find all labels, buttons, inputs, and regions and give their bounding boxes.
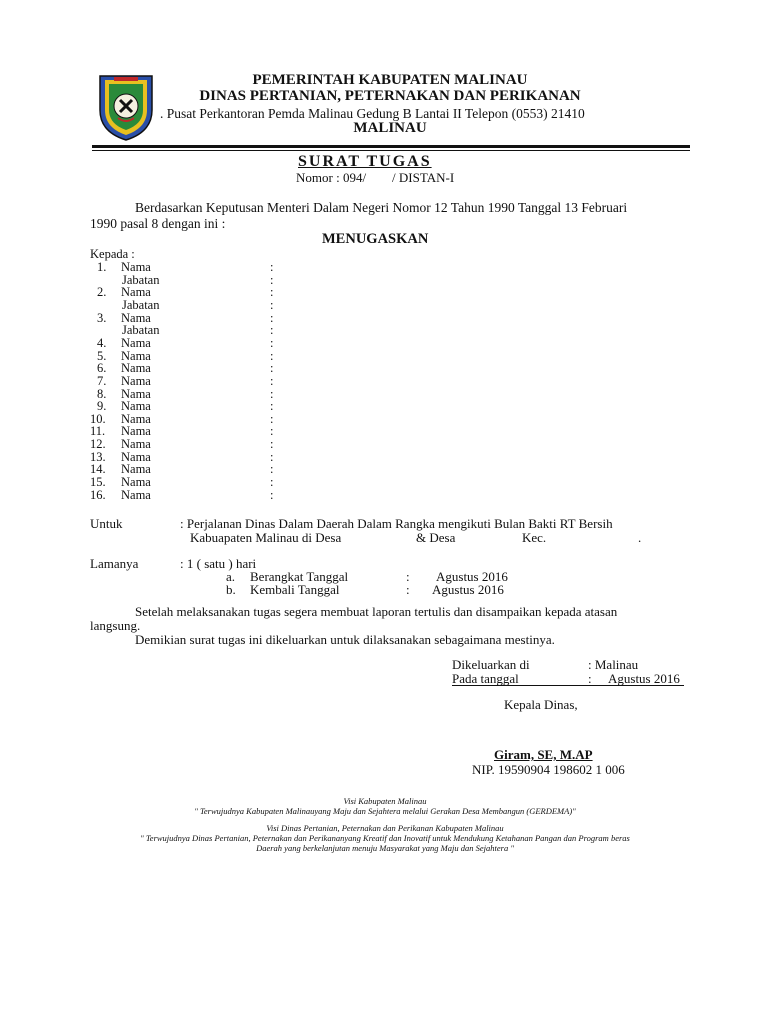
assignee-number: 10. [90, 411, 106, 426]
assignee-colon: : [270, 361, 274, 376]
untuk-line-2-end: . [638, 530, 642, 545]
assignee-name-label: Nama [121, 487, 151, 502]
assignee-colon: : [270, 475, 274, 490]
assignee-colon: : [270, 323, 274, 338]
assignee-name-label: Nama [121, 373, 151, 388]
untuk-line-1: : Perjalanan Dinas Dalam Daerah Dalam Rangka mengikuti Bulan Bakti RT Bersih [180, 516, 613, 531]
intro-line-2: 1990 pasal 8 dengan ini : [90, 216, 226, 231]
assignee-number: 2. [97, 285, 107, 300]
assignee-number: 11. [90, 424, 106, 439]
footer-visi-dinas-line-2: Daerah yang berkelanjutan menuju Masyarakat yang Maju dan Sejahtera " [256, 843, 514, 853]
assignee-number: 3. [97, 310, 107, 325]
menugaskan-heading: MENUGASKAN [322, 231, 429, 247]
assignee-colon: : [270, 285, 274, 300]
assignee-name-label: Nama [121, 462, 151, 477]
header-government: PEMERINTAH KABUPATEN MALINAU [252, 72, 528, 88]
depart-number: a. [226, 569, 236, 584]
assignee-colon: : [270, 487, 274, 502]
footer-visi-dinas-title: Visi Dinas Pertanian, Peternakan dan Perikanan Kabupaten Malinau [266, 823, 504, 833]
footer-visi-kab-text: " Terwujudnya Kabupaten Malinauyang Maju dan Sejahtera melalui Gerakan Desa Membangun (GERDEMA)" [194, 806, 576, 816]
assignee-name-label: Nama [121, 348, 151, 363]
assignee-colon: : [270, 386, 274, 401]
assignee-name-label: Nama [121, 399, 151, 414]
assignee-name-label: Nama [121, 449, 151, 464]
assignee-number: 16. [90, 487, 106, 502]
assignee-colon: : [270, 272, 274, 287]
signatory-name: Giram, SE, M.AP [494, 747, 593, 762]
closing-line-1: Setelah melaksanakan tugas segera membuat laporan tertulis dan disampaikan kepada atasan [135, 604, 618, 619]
issued-date-label: Pada tanggal [452, 671, 519, 686]
return-label: Kembali Tanggal [250, 582, 340, 597]
depart-label: Berangkat Tanggal [250, 569, 349, 584]
signatory-nip: NIP. 19590904 198602 1 006 [472, 762, 625, 777]
assignee-colon: : [270, 310, 274, 325]
signatory-position: Kepala Dinas, [504, 697, 578, 712]
return-colon: : [406, 582, 410, 597]
assignee-name-label: Nama [121, 310, 151, 325]
return-number: b. [226, 582, 236, 597]
issued-date-colon: : [588, 671, 592, 686]
assignee-number: 14. [90, 462, 106, 477]
intro-line-1: Berdasarkan Keputusan Menteri Dalam Negeri Nomor 12 Tahun 1990 Tanggal 13 Februari [135, 200, 628, 215]
depart-colon: : [406, 569, 410, 584]
assignee-name-label: Nama [121, 437, 151, 452]
letter-number: Nomor : 094/ / DISTAN-I [296, 170, 455, 185]
malinau-regency-emblem [96, 70, 156, 142]
untuk-line-2-kec: Kec. [522, 530, 547, 545]
assignee-position-label: Jabatan [122, 323, 160, 338]
closing-line-3: Demikian surat tugas ini dikeluarkan untuk dilaksanakan sebagaimana mestinya. [135, 632, 555, 647]
assignee-name-label: Nama [121, 335, 151, 350]
assignee-colon: : [270, 437, 274, 452]
assignee-colon: : [270, 297, 274, 312]
assignee-position-label: Jabatan [122, 272, 160, 287]
untuk-label: Untuk [90, 516, 123, 531]
kepada-label: Kepada : [90, 247, 135, 261]
assignee-name-label: Nama [121, 361, 151, 376]
assignee-colon: : [270, 335, 274, 350]
assignee-colon: : [270, 373, 274, 388]
issued-place-value: : Malinau [588, 657, 639, 672]
assignee-name-label: Nama [121, 475, 151, 490]
assignee-number: 8. [97, 386, 107, 401]
assignee-colon: : [270, 449, 274, 464]
issued-place-label: Dikeluarkan di [452, 657, 530, 672]
assignee-number: 15. [90, 475, 106, 490]
assignee-position-label: Jabatan [122, 297, 160, 312]
assignee-name-label: Nama [121, 386, 151, 401]
assignee-number: 12. [90, 437, 106, 452]
assignee-number: 5. [97, 348, 107, 363]
issued-date-value: Agustus 2016 [608, 671, 680, 686]
assignee-number: 4. [97, 335, 107, 350]
return-date: Agustus 2016 [432, 582, 504, 597]
untuk-line-2-desa: Kabuapaten Malinau di Desa [190, 530, 342, 545]
assignee-name-label: Nama [121, 285, 151, 300]
lamanya-value: : 1 ( satu ) hari [180, 556, 257, 571]
letter-title: SURAT TUGAS [298, 153, 432, 170]
footer-visi-kab-title: Visi Kabupaten Malinau [343, 796, 427, 806]
assignee-number: 1. [97, 260, 107, 274]
header-city: MALINAU [353, 120, 427, 136]
closing-line-2: langsung. [90, 618, 141, 633]
assignee-number: 9. [97, 399, 107, 414]
assignee-number: 7. [97, 373, 107, 388]
issued-date-line [452, 671, 684, 686]
header-rule-thin [92, 150, 690, 151]
assignee-colon: : [270, 260, 274, 274]
assignee-name-label: Nama [121, 411, 151, 426]
header-rule-thick [92, 145, 690, 148]
assignee-colon: : [270, 399, 274, 414]
assignee-colon: : [270, 462, 274, 477]
untuk-line-2-desa2: & Desa [416, 530, 456, 545]
assignee-name-label: Nama [121, 260, 151, 274]
assignee-number: 6. [97, 361, 107, 376]
assignee-colon: : [270, 424, 274, 439]
footer-visi-dinas-line-1: " Terwujudnya Dinas Pertanian, Peternakan dan Perikananyang Kreatif dan Inovatif untuk Mendukung Ketahanan Pangan dan Program beras [140, 833, 630, 843]
header-address: . Pusat Perkantoran Pemda Malinau Gedung B Lantai II Telepon (0553) 21410 [160, 106, 585, 121]
assignee-name-label: Nama [121, 424, 151, 439]
assignee-colon: : [270, 411, 274, 426]
depart-date: Agustus 2016 [436, 569, 508, 584]
assignee-number: 13. [90, 449, 106, 464]
assignee-colon: : [270, 348, 274, 363]
header-department: DINAS PERTANIAN, PETERNAKAN DAN PERIKANAN [199, 88, 581, 104]
lamanya-label: Lamanya [90, 556, 139, 571]
